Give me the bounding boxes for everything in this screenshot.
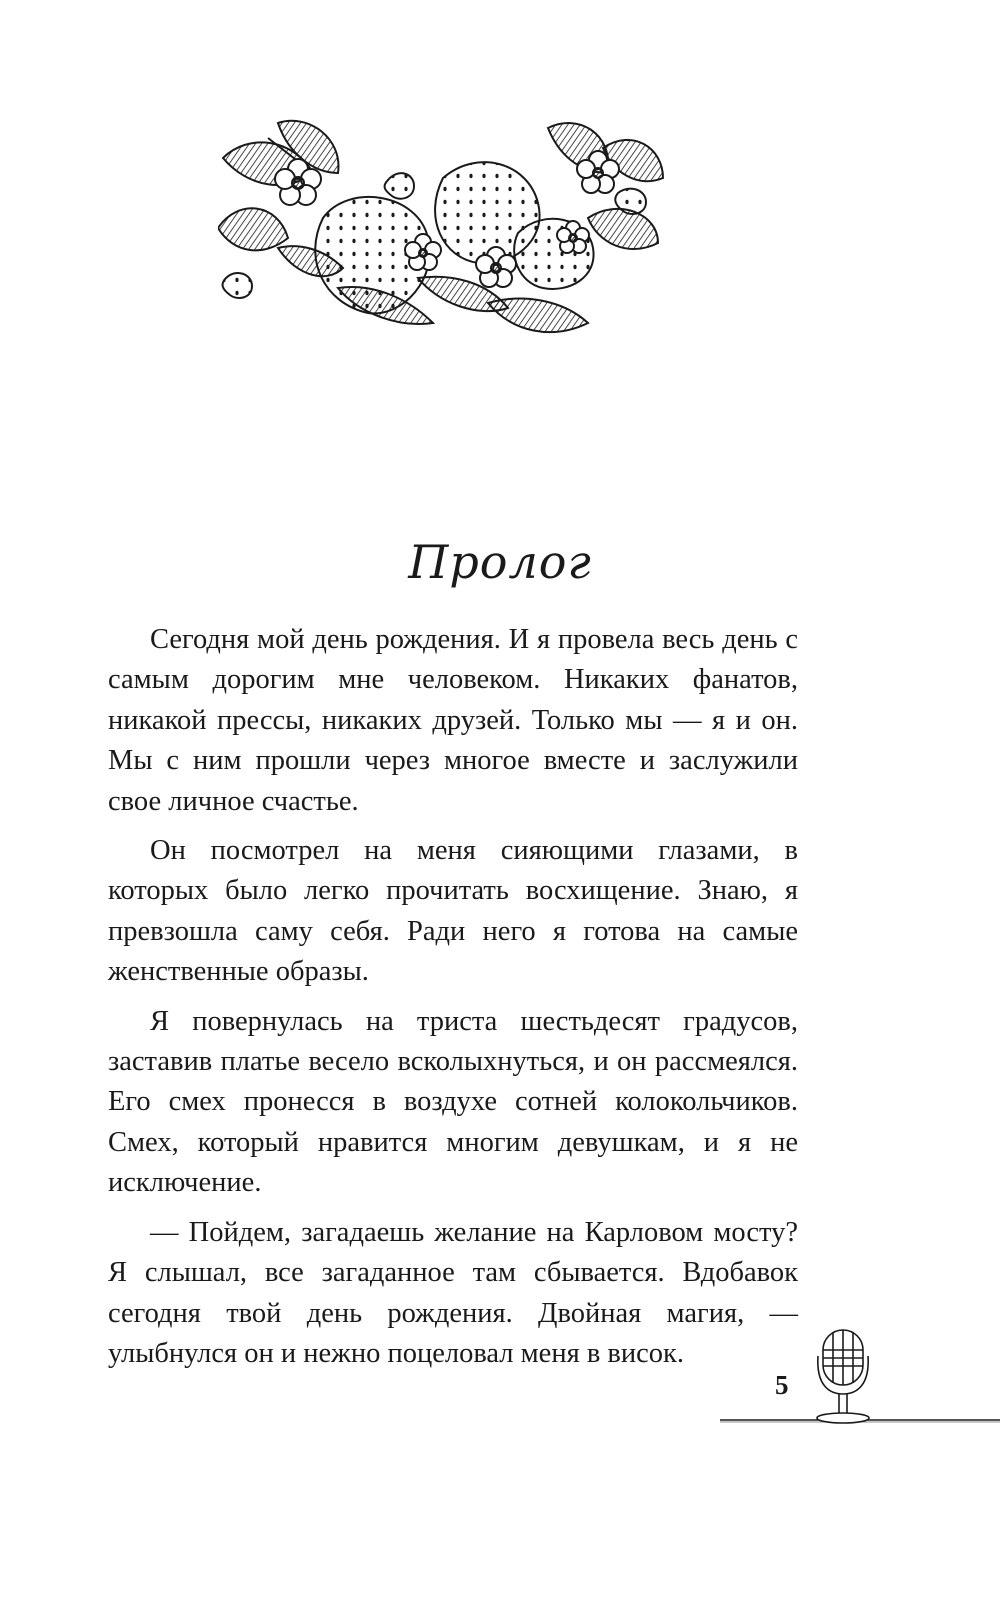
- strawberry-wreath-icon: [218, 118, 668, 343]
- microphone-icon: [720, 1328, 1000, 1453]
- chapter-title: Пролог: [408, 535, 592, 589]
- page-number: 5: [775, 1370, 789, 1400]
- chapter-text: [108, 620, 798, 1383]
- paragraph: Я повернулась на триста шестьдесят градусов, заставив платье весело всколыхнуться, и он рассмеялся. Его смех пронесся в воздухе сотней колокольчиков. Смех, который нравится многим девушкам, и я не исключение.: [108, 1005, 798, 1199]
- paragraph: Сегодня мой день рождения. И я провела весь день с самым дорогим мне человеком. Никаких фанатов, никакой прессы, никаких друзей. Только мы — я и он. Мы с ним прошли через многое вместе и заслужили свое личное счастье.: [108, 624, 798, 817]
- paragraph: — Пойдем, загадаешь желание на Карловом мосту? Я слышал, все загаданное там сбывается. Вдобавок сегодня твой день рождения. Двойная магия, — улыбнулся он и нежно поцеловал меня в висок.: [108, 1216, 798, 1369]
- paragraph: Он посмотрел на меня сияющими глазами, в которых было легко прочитать восхищение. Знаю, я превзошла саму себя. Ради него я готова на самые женственные образы.: [108, 835, 798, 988]
